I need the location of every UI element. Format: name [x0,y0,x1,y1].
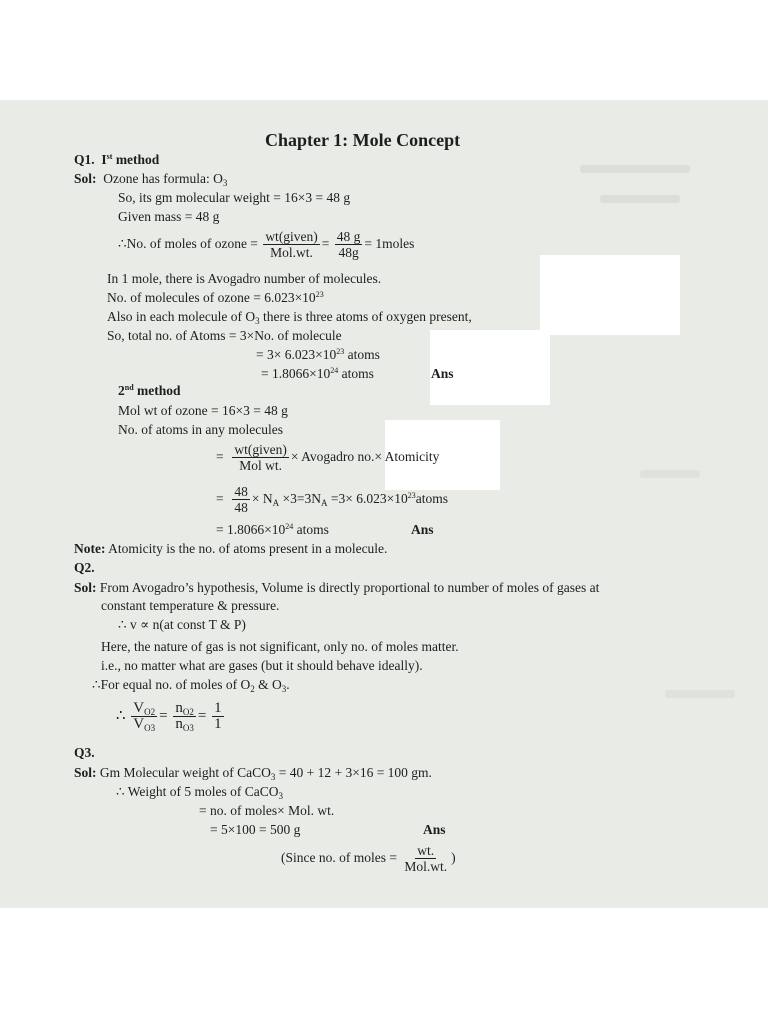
q1-method2-heading: 2nd method [118,383,181,398]
q2-line4: Here, the nature of gas is not significant, only no. of moles matter. [101,639,459,654]
q1-note: Note: Atomicity is the no. of atoms present in a molecule. [74,541,388,556]
q1-heading: Q1. Ist method [74,152,160,167]
q3-line4: = 5×100 = 500 g [210,822,301,837]
q1-line7: Also in each molecule of $O_3$ there is three atoms of oxygen present, [107,309,472,326]
q2-ratio: ∴ $\frac{V_{O2}}{V_{O3}}$ = $\frac{n_{O2}}{n_{O3}}$ = $\frac{1}{1}$ [116,700,222,734]
q2-line6: ∴For equal no. of moles of $O_2$ & $O_3$. [92,677,290,694]
q3-line2: ∴ Weight of 5 moles of CaCO$_3$ [116,784,283,801]
fraction: $\frac{\text{wt(given)}}{\text{Mol wt.}}$ [234,442,287,474]
q2-line1: Sol: From Avogadro’s hypothesis, Volume is directly proportional to number of moles of gases at [74,580,600,595]
q1-m2-line2: No. of atoms in any molecules [118,422,283,437]
white-patch [540,255,680,335]
fraction: $\frac{\text{wt(given)}}{\text{Mol.wt.}}$ [265,229,318,261]
q1-line5: In 1 mole, there is Avogadro number of molecules. [107,271,382,286]
q1-line1: Sol: Ozone has formula: $O_3$ [74,171,228,188]
q1-line2: So, its gm molecular weight = 16×3 = 48 g [118,190,351,205]
page-title: Chapter 1: Mole Concept [265,130,461,150]
q2-line3: ∴ v ∝ n(at const T & P) [118,617,246,632]
q3-line1: Sol: Gm Molecular weight of CaCO$_3$ = 40 + 12 + 3×16 = 100 gm. [74,765,432,782]
q1-m2-line1: Mol wt of ozone = 16×3 = 48 g [118,403,288,418]
q2-line2: constant temperature & pressure. [101,598,280,613]
q1-line6: No. of molecules of ozone = $6.023\times 10^{23}$ [107,290,324,305]
q1-line10: = $1.8066\times 10^{24}$ atoms [261,366,374,381]
q3-line3: = no. of moles× Mol. wt. [199,803,335,818]
q1-m2-line4: = $\frac{48}{48}$ × $N_A \times 3=3N_A =3\times$ $6.023\times 10^{23}atoms$ [216,484,448,516]
q1-line9: = $3\times 6.023\times 10^{23}$ atoms [256,347,380,362]
q1-ans: Ans [431,366,454,381]
fraction: $\frac{wt.}{\text{Mol.wt.}}$ [404,843,448,875]
fraction: $\frac{n_{O2}}{n_{O3}}$ [175,700,194,734]
fraction: $\frac{48 g}{48g}$ [336,229,361,261]
q1-m2-ans: Ans [411,522,434,537]
q2-line5: i.e., no matter what are gases (but it should behave ideally). [101,658,423,673]
q3-heading: Q3. [74,745,95,760]
bleed-mark [640,470,700,478]
bleed-mark [600,195,680,203]
q2-heading: Q2. [74,560,95,575]
fraction: $\frac{48}{48}$ [234,484,248,516]
fraction: $\frac{V_{O2}}{V_{O3}}$ [133,700,156,734]
q3-line5: (Since no. of moles = $\frac{wt.}{\text{Mol.wt.}}$ ) [281,843,456,875]
q3-ans: Ans [423,822,446,837]
q1-line4: ∴No. of moles of ozone = $\frac{\text{wt(given)}}{\text{Mol.wt.}}$ = $\frac{48 g}{48g}$ = 1moles [118,229,415,261]
q1-m2-line5: = $1.8066\times 10^{24}$ atoms [216,522,329,537]
q1-m2-line3: = $\frac{\text{wt(given)}}{\text{Mol wt.}}$ × Avogadro no.× Atomicity [216,442,440,474]
bleed-mark [580,165,690,173]
q1-line8: So, total no. of Atoms = 3×No. of molecule [107,328,342,343]
q1-line3: Given mass = 48 g [118,209,220,224]
fraction: $\frac{1}{1}$ [214,700,222,733]
bleed-mark [665,690,735,698]
